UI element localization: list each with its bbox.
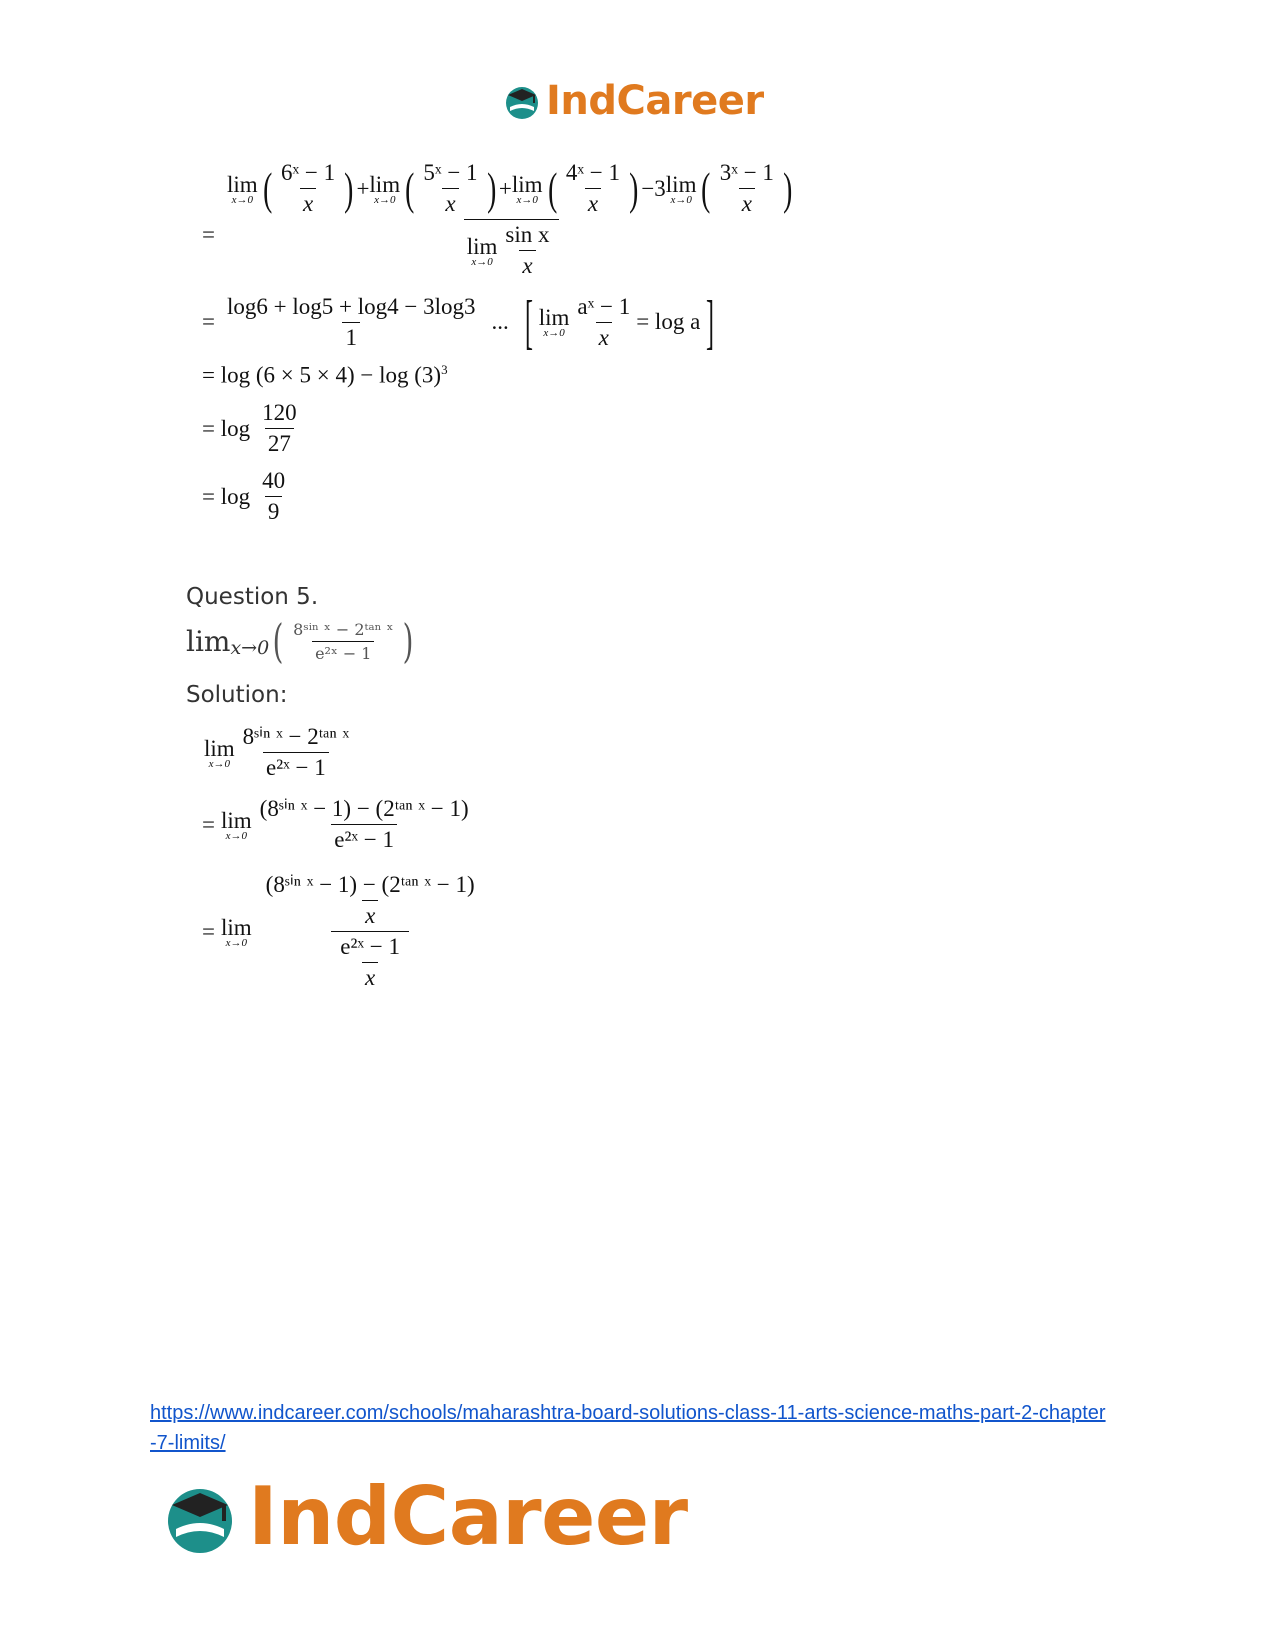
indcareer-logo-bottom [160, 1470, 688, 1563]
term-5x: 5ˣ − 1 [423, 160, 478, 185]
source-url-link[interactable]: https://www.indcareer.com/schools/maharashtra-board-solutions-class-11-arts-science-maths-part-2-chapter-7-limits/ [150, 1402, 1106, 1454]
math-line-2: = $\frac{\log 6 + \log 5 + \log 4 - 3\log 3}{1}$ ... [ lim x→0 $\frac{\text{aˣ − 1}}{x}$ = log a ] [202, 289, 715, 355]
solution-label: Solution: [186, 682, 288, 708]
term-6x: 6ˣ − 1 [280, 160, 336, 185]
sinx-numerator: sin x [505, 222, 550, 247]
math-line-4: = log $\frac{120}{27}$ [202, 400, 297, 456]
solution-line-1: lim x→0 $\frac{\text{8ˢⁱⁿ ˣ − 2ᵗᵃⁿ ˣ}}{\text{e²ˣ − 1}}$ [204, 724, 350, 780]
solution-line-3: = lim x→0 $\frac{\frac{\text{(8ˢⁱⁿ ˣ − 1) − (2ᵗᵃⁿ ˣ − 1)}}{x}}{\frac{\text{e²ˣ − 1}}{x}}$ [202, 872, 475, 990]
equals-sign: = [202, 221, 215, 247]
math-line-3: = $\log (6 \times 5 \times 4) - \log (3)^3$ [202, 362, 448, 388]
lim-operator: lim x→0 [226, 171, 258, 206]
logo-wordmark: IndCareer [546, 78, 764, 124]
question-expression: lim x→0 ( $\frac{\text{8ˢⁱⁿ ˣ − 2ᵗᵃⁿ ˣ}}{\text{e²ˣ − 1}}$ ) [186, 614, 414, 668]
term-4x: 4ˣ − 1 [565, 160, 620, 185]
term-3x: 3ˣ − 1 [719, 160, 774, 185]
log-sum-fraction: $\frac{\log 6 + \log 5 + \log 4 - 3\log 3}{1}$ [226, 293, 476, 350]
graduation-cap-book-globe-icon [160, 1477, 240, 1557]
logo-wordmark: IndCareer [248, 1470, 688, 1563]
indcareer-logo-top [502, 78, 764, 124]
standard-limit-rule: $\frac{\text{aˣ − 1}}{x}$ [577, 293, 631, 350]
limit-sum-fraction: lim x→0 ( $\frac{\text{6ˣ − 1}}{x}$ ) + lim x→0 ( $\frac{\text{5ˣ − 1}}{x}$ ) + lim x→0 ( $\frac{\text{4ˣ − 1}}{x}$ ) −3 lim x→0 ( $\frac{\text{3ˣ − 1}}{x}$ ) lim x→0 $\frac{\text{sin x}}{x}$ [226, 160, 793, 278]
math-line-5: = log $\frac{40}{9}$ [202, 468, 286, 524]
math-line-1 [202, 160, 801, 279]
solution-line-2: = lim x→0 $\frac{\text{(8ˢⁱⁿ ˣ − 1) − (2ᵗᵃⁿ ˣ − 1)}}{\text{e²ˣ − 1}}$ [202, 796, 469, 852]
question-title: Question 5. [186, 584, 319, 610]
graduation-cap-book-globe-icon [502, 81, 542, 121]
